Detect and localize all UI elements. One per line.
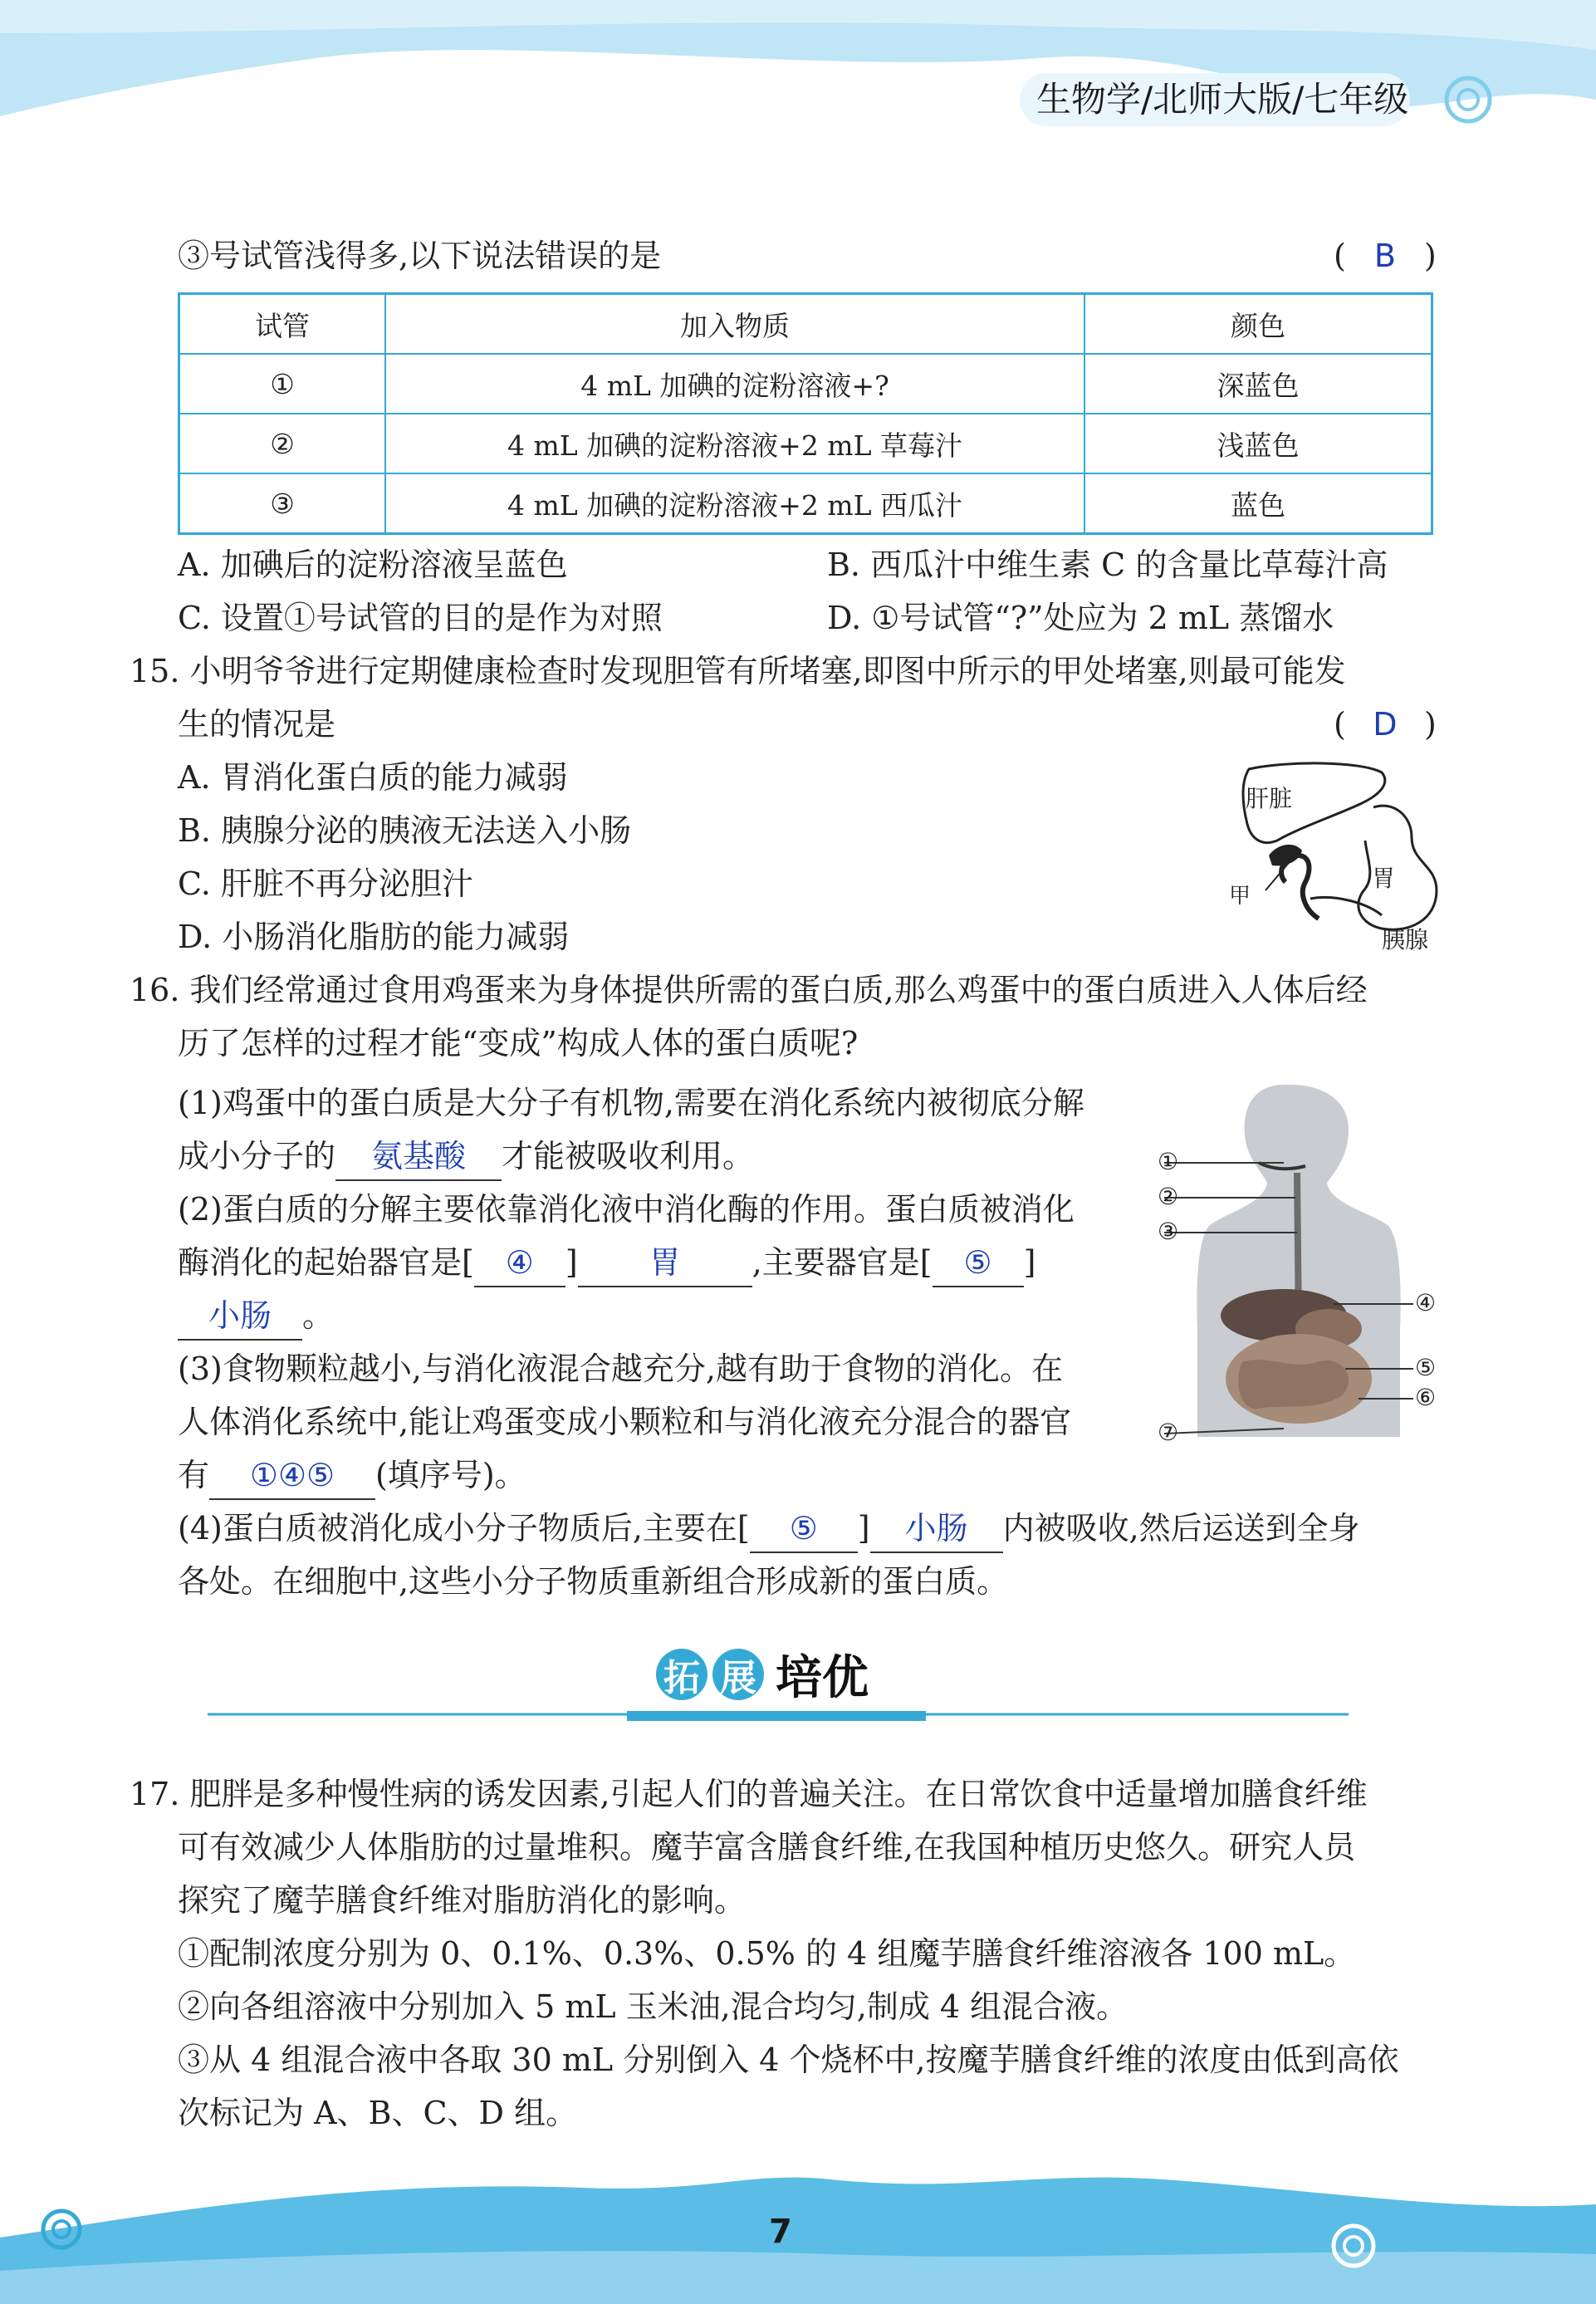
q14-option-d: D. ①号试管“?”处应为 2 mL 蒸馏水 — [827, 600, 1334, 636]
table-cell: 4 mL 加碘的淀粉溶液+2 mL 西瓜汁 — [385, 473, 1084, 534]
q14-stem-tail: ③号试管浅得多,以下说法错误的是 — [178, 238, 662, 274]
q16-part3-answer: ①④⑤ — [209, 1452, 375, 1500]
q16-part4-line2: 各处。在细胞中,这些小分子物质重新组合形成新的蛋白质。 — [178, 1563, 1009, 1600]
q14-answer-paren: ( B ) — [1334, 229, 1437, 282]
q14-answer: B — [1373, 238, 1396, 274]
table-cell: ① — [179, 354, 386, 414]
q17-step3-line1: ③从 4 组混合液中各取 30 mL 分别倒入 4 个烧杯中,按魔芋膳食纤维的浓度由低到高依 — [178, 2042, 1399, 2078]
q16-part3-line3 — [178, 1449, 526, 1502]
q16-stem-line2: 历了怎样的过程才能“变成”构成人体的蛋白质呢? — [178, 1025, 859, 1061]
q16-stem-line1: 16. 我们经常通过食用鸡蛋来为身体提供所需的蛋白质,那么鸡蛋中的蛋白质进入人体后经 — [130, 972, 1368, 1008]
q16-part2-organ2: 小肠 — [178, 1292, 302, 1341]
q16-part2-bracket2: ] — [1023, 1244, 1036, 1281]
table-row — [179, 354, 1432, 414]
q14-option-c: C. 设置①号试管的目的是作为对照 — [178, 600, 663, 636]
q16-part2-organ1: 胃 — [578, 1239, 752, 1287]
q16-part1-line2 — [178, 1130, 754, 1183]
footer-wave — [0, 2146, 1596, 2304]
section-title-rest: 培优 — [776, 1651, 869, 1705]
q16-part4-organ: 小肠 — [870, 1505, 1003, 1553]
table-cell: ② — [179, 414, 386, 473]
q16-part3-line1: (3)食物颗粒越小,与消化液混合越充分,越有助于食物的消化。在 — [178, 1351, 1063, 1387]
q17-stem-line2: 可有效减少人体脂肪的过量堆积。魔芋富含膳食纤维,在我国种植历史悠久。研究人员 — [178, 1829, 1356, 1865]
experiment-table — [178, 292, 1433, 535]
q17-step1: ①配制浓度分别为 0、0.1%、0.3%、0.5% 的 4 组魔芋膳食纤维溶液各 100 mL。 — [178, 1935, 1356, 1972]
table-cell: 4 mL 加碘的淀粉溶液+? — [385, 354, 1084, 414]
jia-label: 甲 — [1229, 884, 1251, 909]
series-label: 生物学/北师大版/七年级 — [1036, 79, 1409, 120]
q16-part2-pre: 酶消化的起始器官是[ — [178, 1244, 474, 1281]
q15-option-d: D. 小肠消化脂肪的能力减弱 — [178, 919, 570, 955]
q15-option-c: C. 肝脏不再分泌胆汁 — [178, 865, 473, 902]
q16-part4-post: 内被吸收,然后运送到全身 — [1002, 1510, 1360, 1547]
q16-part1-answer: 氨基酸 — [335, 1133, 502, 1181]
q16-part2-line1: (2)蛋白质的分解主要依靠消化液中消化酶的作用。蛋白质被消化 — [178, 1191, 1075, 1228]
table-cell: 4 mL 加碘的淀粉溶液+2 mL 草莓汁 — [385, 414, 1084, 473]
q16-part4-num: ⑤ — [750, 1505, 858, 1553]
q15-answer: D — [1373, 706, 1398, 743]
q16-part3-post: (填序号)。 — [375, 1457, 526, 1493]
q16-part2-line2 — [178, 1236, 1035, 1289]
body-label-2: ② — [1158, 1183, 1179, 1210]
table-row — [179, 414, 1432, 473]
q16-part2-line3 — [178, 1289, 334, 1342]
col-header-color: 颜色 — [1084, 294, 1432, 355]
body-label-7: ⑦ — [1158, 1419, 1179, 1446]
q16-part4-line1 — [178, 1502, 1360, 1555]
body-label-5: ⑤ — [1415, 1354, 1437, 1381]
q17-step2: ②向各组溶液中分别加入 5 mL 玉米油,混合均匀,制成 4 组混合液。 — [178, 1988, 1128, 2025]
section-title — [656, 1641, 869, 1708]
section-underline — [208, 1711, 1349, 1728]
q16-part3-pre: 有 — [178, 1457, 210, 1493]
q15-stem-line2: 生的情况是 — [178, 706, 336, 743]
q17-step3-line2: 次标记为 A、B、C、D 组。 — [178, 2095, 578, 2131]
liver-label: 肝脏 — [1246, 785, 1293, 812]
section-title-char1: 拓 — [656, 1649, 707, 1700]
section-title-char2: 展 — [712, 1649, 764, 1700]
body-label-4: ④ — [1415, 1289, 1437, 1316]
body-label-6: ⑥ — [1415, 1384, 1437, 1411]
body-label-3: ③ — [1158, 1218, 1179, 1245]
q16-part2-num1: ④ — [474, 1239, 565, 1287]
pancreas-label: 胰腺 — [1382, 926, 1429, 953]
table-cell: 蓝色 — [1084, 473, 1432, 534]
q15-answer-paren: ( D ) — [1334, 698, 1437, 751]
human-digestive-system-figure — [1159, 1080, 1447, 1445]
q16-part4-bracket: ] — [857, 1510, 870, 1547]
q17-stem-line3: 探究了魔芋膳食纤维对脂肪消化的影响。 — [178, 1882, 747, 1919]
table-cell: 浅蓝色 — [1084, 414, 1432, 473]
col-header-tube: 试管 — [179, 294, 386, 355]
q15-option-b: B. 胰腺分泌的胰液无法送入小肠 — [178, 812, 632, 849]
q16-part2-num2: ⑤ — [933, 1239, 1024, 1287]
q14-option-a: A. 加碘后的淀粉溶液呈蓝色 — [178, 547, 568, 583]
q16-part2-mid: ,主要器官是[ — [751, 1244, 933, 1281]
q15-option-a: A. 胃消化蛋白质的能力减弱 — [178, 759, 568, 796]
stomach-label: 胃 — [1372, 865, 1396, 892]
table-header-row — [179, 294, 1432, 355]
body-label-1: ① — [1158, 1148, 1179, 1175]
q16-part1-post: 才能被吸收利用。 — [502, 1138, 755, 1174]
q16-part3-line2: 人体消化系统中,能让鸡蛋变成小颗粒和与消化液充分混合的器官 — [178, 1404, 1072, 1440]
q16-part1-pre: 成小分子的 — [178, 1138, 336, 1174]
q17-stem-line1: 17. 肥胖是多种慢性病的诱发因素,引起人们的普遍关注。在日常饮食中适量增加膳食纤维 — [130, 1776, 1368, 1812]
table-row — [179, 473, 1432, 534]
col-header-substance: 加入物质 — [385, 294, 1084, 355]
q16-part2-tail: 。 — [302, 1297, 335, 1334]
q16-part1-line1: (1)鸡蛋中的蛋白质是大分子有机物,需要在消化系统内被彻底分解 — [178, 1085, 1084, 1121]
q15-stem-line1: 15. 小明爷爷进行定期健康检查时发现胆管有所堵塞,即图中所示的甲处堵塞,则最可能发 — [130, 653, 1346, 689]
q16-part2-bracket1: ] — [565, 1244, 578, 1281]
q14-option-b: B. 西瓜汁中维生素 C 的含量比草莓汁高 — [827, 547, 1388, 583]
page-number: 7 — [769, 2213, 792, 2251]
table-cell: ③ — [179, 473, 386, 534]
q16-part4-pre: (4)蛋白质被消化成小分子物质后,主要在[ — [178, 1510, 750, 1547]
table-cell: 深蓝色 — [1084, 354, 1432, 414]
